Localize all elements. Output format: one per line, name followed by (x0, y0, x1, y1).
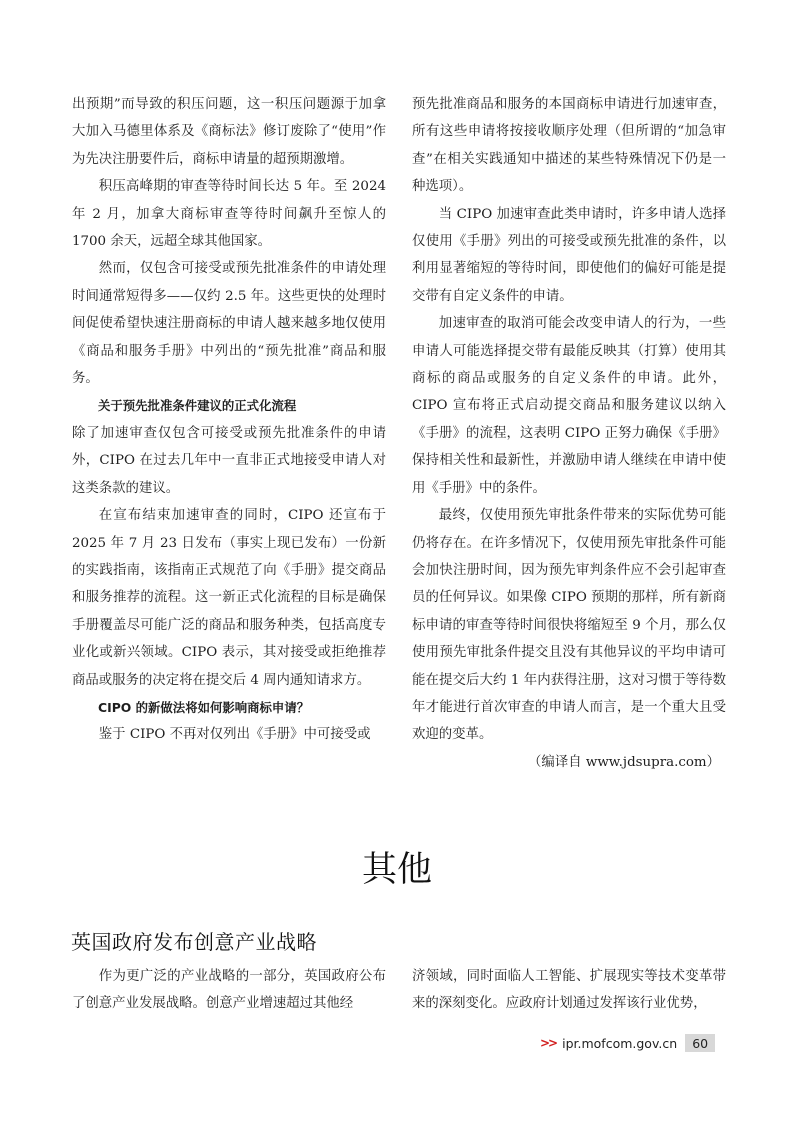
left-column (72, 91, 386, 749)
right-column (412, 91, 726, 776)
paragraph: 预先批准商品和服务的本国商标申请进行加速审查，所有这些申请将按接收顺序处理（但所谓的“加急审查”在相关实践通知中描述的某些特殊情况下仍是一种选项）。 (412, 97, 726, 195)
source-note: （编译自 www.jdsupra.com） (528, 754, 720, 770)
paragraph: 然而，仅包含可接受或预先批准条件的申请处理时间通常短得多——仅约 2.5 年。这些更快的处理时间促使希望快速注册商标的申请人越来越多地仅使用《商品和服务手册》中列出的“预先批准”商品和服务。 (72, 261, 386, 387)
page-footer (540, 1034, 715, 1052)
paragraph: 出预期”而导致的积压问题，这一积压问题源于加拿大加入马德里体系及《商标法》修订废除了“使用”作为先决注册要件后，商标申请量的超预期激增。 (72, 97, 386, 167)
paragraph: 积压高峰期的审查等待时间长达 5 年。至 2024 年 2 月，加拿大商标审查等待时间飙升至惊人的 1700 余天，远超全球其他国家。 (72, 179, 386, 250)
section-title: 其他 (361, 850, 432, 890)
subheading: CIPO 的新做法将如何影响商标申请？ (98, 699, 310, 715)
paragraph: 作为更广泛的产业战略的一部分，英国政府公布了创意产业发展战略。创意产业增速超过其他经 (72, 969, 386, 1012)
paragraph: 当 CIPO 加速审查此类申请时，许多申请人选择仅使用《手册》列出的可接受或预先批准的条件，以利用显著缩短的等待时间，即使他们的偏好可能是提交带有自定义条件的申请。 (412, 206, 726, 304)
paragraph: 在宣布结束加速审查的同时，CIPO 还宣布于 2025 年 7 月 23 日发布（事实上现已发布）一份新的实践指南，该指南正式规范了向《手册》提交商品和服务推荐的流程。这一新正式化流程的目标是确保手册覆盖尽可能广泛的商品和服务种类，包括高度专业化或新兴领域。CIPO 表示，其对接受或拒绝推荐商品或服务的决定将在提交后 4 周内通知请求方。 (72, 508, 386, 688)
paragraph: 最终，仅使用预先审批条件带来的实际优势可能仍将存在。在许多情况下，仅使用预先审批条件可能会加快注册时间，因为预先审判条件应不会引起审查员的任何异议。如果像 CIPO 预期的那样，所有新商标申请的审查等待时间很快将缩短至 9 个月，那么仅使用预先审批条件提交且没有其他异议的平均申请可能在提交后大约 1 年内获得注册，这对习惯于等待数年才能进行首次审查的申请人而言，是一个重大且受欢迎的变革。 (412, 508, 726, 743)
paragraph: 加速审查的取消可能会改变申请人的行为，一些申请人可能选择提交带有最能反映其（打算）使用其商标的商品或服务的自定义条件的申请。此外，CIPO 宣布将正式启动提交商品和服务建议以纳入《手册》的流程，这表明 CIPO 正努力确保《手册》保持相关性和最新性，并激励申请人继续在申请中使用《手册》中的条件。 (412, 316, 726, 496)
paragraph: 济领域，同时面临人工智能、扩展现实等技术变革带来的深刻变化。应政府计划通过发挥该行业优势， (412, 969, 726, 1012)
double-chevron-right-icon: >> (540, 1036, 557, 1050)
article-right-column (412, 963, 726, 1018)
footer-site-link[interactable]: ipr.mofcom.gov.cn (562, 1035, 678, 1051)
article-left-column (72, 963, 386, 1018)
paragraph: 除了加速审查仅包含可接受或预先批准条件的申请外，CIPO 在过去几年中一直非正式地接受申请人对这类条款的建议。 (72, 425, 386, 496)
paragraph: 鉴于 CIPO 不再对仅列出《手册》中可接受或 (98, 727, 371, 743)
subheading: 关于预先批准条件建议的正式化流程 (98, 398, 297, 414)
page-number: 60 (685, 1034, 715, 1052)
article-title: 英国政府发布创意产业战略 (71, 930, 317, 954)
